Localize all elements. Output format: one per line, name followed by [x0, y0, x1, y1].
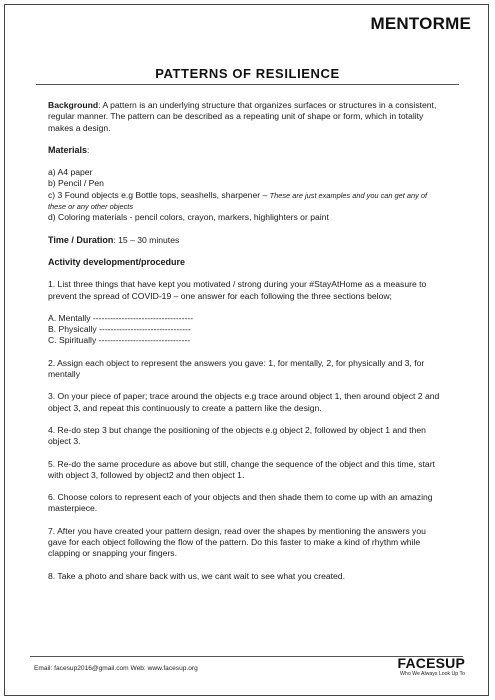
facesup-logo-name: FACESUP [397, 655, 465, 671]
materials-item-c-note: These are just examples and you can get any of these or any other objects [48, 190, 428, 212]
materials-item-b: b) Pencil / Pen [48, 178, 104, 189]
footer-contact: Email: facesup2016@gmail.com Web: www.facesup.org [34, 665, 198, 672]
page-title: PATTERNS OF RESILIENCE [155, 66, 340, 81]
activity-heading: Activity development/procedure [48, 256, 186, 267]
materials-item-d: d) Coloring materials - pencil colors, crayon, markers, highlighters or paint [48, 212, 329, 223]
step-3: 3. On your piece of paper; trace around the objects e.g trace around object 1, then around object 2 and object 3, and repeat this continuously to create a pattern like the design. [48, 391, 440, 413]
step-4: 4. Re-do step 3 but change the positioning of the objects e.g object 2, followed by object 1 and then object 3. [48, 424, 426, 447]
background-paragraph [48, 100, 440, 134]
step-1: 1. List three things that have kept you motivated / strong during your #StayAtHome as a measure to prevent the spread of COVID-19 – one answer for each following the three sections below; [48, 279, 427, 301]
step-6: 6. Choose colors to represent each of your objects and then shade them to come up with an amazing masterpiece. [48, 492, 433, 514]
materials-heading: Materials: [48, 144, 90, 155]
title-divider [36, 84, 459, 85]
section-physically: B. Physically -------------------------------- [48, 324, 191, 335]
background-text: : A pattern is an underlying structure that organizes surfaces or structures in a consistent, regular manner. The pattern can be described as a repeating unit of shape or form, which in totality makes a design. [48, 100, 437, 133]
facesup-tagline: Who We Always Look Up To [400, 671, 465, 677]
background-label: Background [48, 100, 99, 110]
step-5: 5. Re-do the same procedure as above but still, change the sequence of the object and this time, start with object 3, followed by object2 and then object 1. [48, 458, 435, 480]
step-7: 7. After you have created your pattern design, read over the shapes by mentioning the answers you gave for each object following the flow of the pattern. Do this faster to make a kind of rhythm while clapping or snapping your fingers. [48, 525, 426, 559]
materials-item-a: a) A4 paper [48, 167, 93, 178]
facesup-logo [397, 656, 465, 678]
section-mentally: A. Mentally ----------------------------------- [48, 312, 194, 323]
mentorme-logo: MENTORME [370, 14, 471, 33]
section-spiritually: C. Spiritually -------------------------------- [48, 335, 191, 346]
document-body [48, 100, 440, 582]
step-2: 2. Assign each object to represent the answers you gave: 1, for mentally, 2, for physically and 3, for mentally [48, 357, 425, 380]
step-8: 8. Take a photo and share back with us, we cant wait to see what you created. [48, 570, 345, 581]
materials-item-c: c) 3 Found objects e.g Bottle tops, seashells, sharpener – These are just examples and you can get any of these or any other objects [48, 189, 428, 212]
time-duration: Time / Duration: 15 – 30 minutes [48, 234, 180, 245]
